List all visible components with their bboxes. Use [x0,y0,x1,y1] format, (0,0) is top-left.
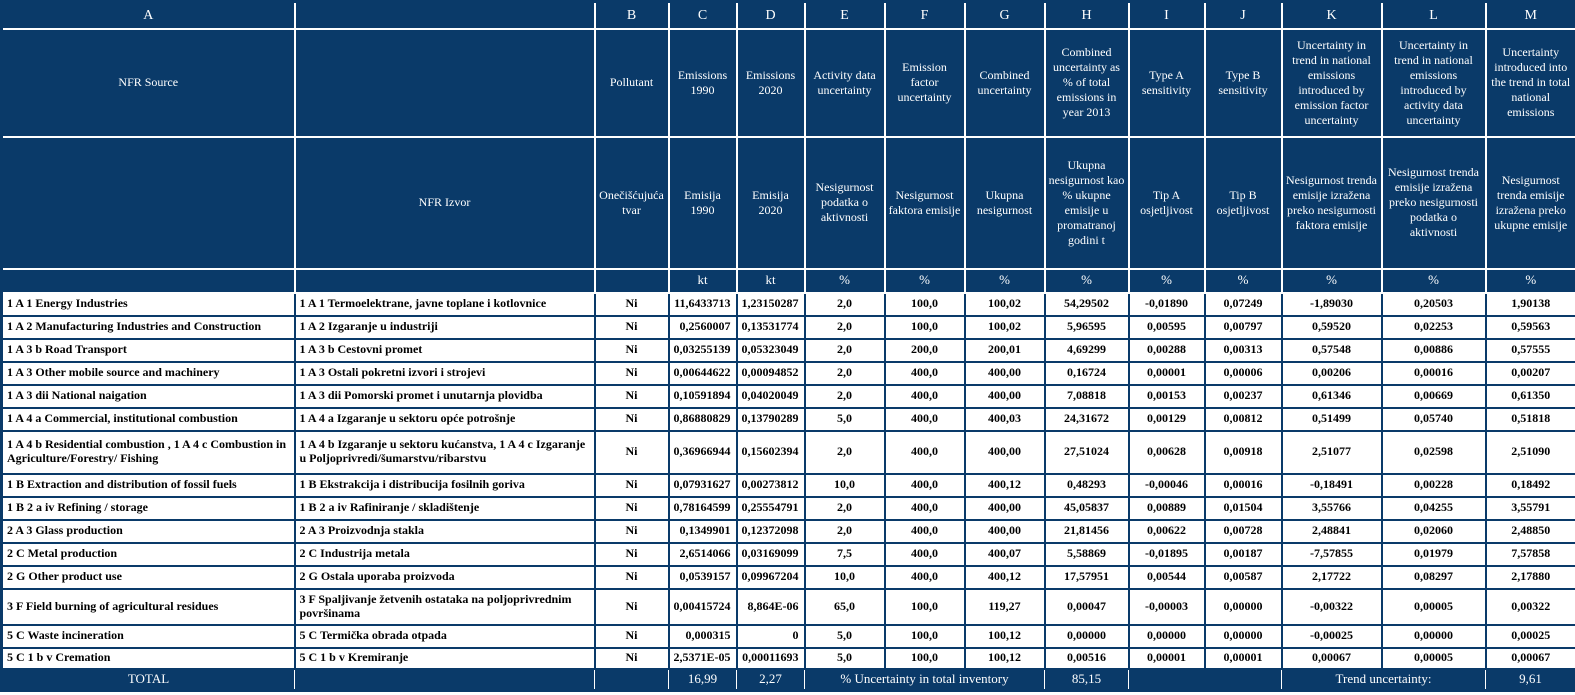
value-cell: -0,00025 [1282,625,1382,648]
value-cell: 400,00 [965,497,1045,520]
source-en-cell: 1 A 4 b Residential combustion , 1 A 4 c Combustion in Agriculture/Forestry/ Fishing [2,431,295,474]
value-cell: 0,03255139 [669,339,737,362]
value-cell: 0,05323049 [737,339,805,362]
unit-pct: % [1205,269,1282,293]
value-cell: 2,51090 [1486,431,1575,474]
table-row [2,543,1575,566]
value-cell: 0,04255 [1382,497,1486,520]
source-hr-cell: 1 A 2 Izgaranje u industriji [295,316,595,339]
value-cell: 2,0 [805,293,885,316]
value-cell: 0,03169099 [737,543,805,566]
pollutant-cell: Ni [595,625,669,648]
value-cell: 2,6514066 [669,543,737,566]
value-cell: 0,00001 [1129,648,1205,669]
pollutant-cell: Ni [595,520,669,543]
table-header [2,2,1575,293]
header-nfr-source: NFR Source [2,29,295,137]
unit-pct: % [1382,269,1486,293]
value-cell: 0,07249 [1205,293,1282,316]
header-emissions-1990: Emissions 1990 [669,29,737,137]
value-cell: 2,0 [805,385,885,408]
value-cell: 0,12372098 [737,520,805,543]
value-cell: 0,00273812 [737,474,805,497]
column-letter-l: L [1382,2,1486,29]
value-cell: 2,17722 [1282,566,1382,589]
value-cell: 0,00005 [1382,648,1486,669]
total-empty [1129,669,1282,691]
value-cell: 0,00228 [1382,474,1486,497]
value-cell: 5,0 [805,625,885,648]
value-cell: 1,90138 [1486,293,1575,316]
value-cell: 0,00129 [1129,408,1205,431]
unit-pct: % [1045,269,1129,293]
value-cell: 2,0 [805,431,885,474]
header-tip-b: Tip B osjetljivost [1205,137,1282,269]
value-cell: 7,5 [805,543,885,566]
header-trend-total: Uncertainty introduced into the trend in total national emissions [1486,29,1575,137]
table-row [2,520,1575,543]
table-row [2,589,1575,625]
value-cell: 17,57951 [1045,566,1129,589]
table-row [2,625,1575,648]
value-cell: 0,00094852 [737,362,805,385]
value-cell: 2,0 [805,339,885,362]
value-cell: 400,07 [965,543,1045,566]
header-onecis-tvar: Onečišćujuća tvar [595,137,669,269]
source-en-cell: 2 C Metal production [2,543,295,566]
value-cell: -1,89030 [1282,293,1382,316]
value-cell: 0,00016 [1382,362,1486,385]
value-cell: 0,00587 [1205,566,1282,589]
unit-empty [595,269,669,293]
trend-uncertainty-label: Trend uncertainty: [1282,669,1486,691]
header-type-a: Type A sensitivity [1129,29,1205,137]
value-cell: 0,02060 [1382,520,1486,543]
value-cell: 0,61350 [1486,385,1575,408]
value-cell: 0,86880829 [669,408,737,431]
total-emissions-1990: 16,99 [669,669,737,691]
value-cell: 0,00313 [1205,339,1282,362]
unit-pct: % [1129,269,1205,293]
value-cell: 100,0 [885,589,965,625]
value-cell: 0,08297 [1382,566,1486,589]
trend-uncertainty-value: 9,61 [1486,669,1575,691]
unit-kt-1990: kt [669,269,737,293]
value-cell: 0,00669 [1382,385,1486,408]
value-cell: 0,16724 [1045,362,1129,385]
value-cell: 0,00918 [1205,431,1282,474]
table-row [2,316,1575,339]
table-row [2,497,1575,520]
source-en-cell: 1 A 3 dii National naigation [2,385,295,408]
value-cell: 2,0 [805,362,885,385]
value-cell: 2,48841 [1282,520,1382,543]
value-cell: 0,00187 [1205,543,1282,566]
table-row [2,293,1575,316]
header-row-croatian [2,137,1575,269]
header-trend-faktora: Nesigurnost trenda emisije izražena preko nesigurnosti faktora emisije [1282,137,1382,269]
table-row [2,648,1575,669]
column-letter-f: F [885,2,965,29]
header-emisija-1990: Emisija 1990 [669,137,737,269]
value-cell: 0,00001 [1205,648,1282,669]
value-cell: 0,00288 [1129,339,1205,362]
value-cell: 100,0 [885,293,965,316]
value-cell: 0,00544 [1129,566,1205,589]
column-letter-h: H [1045,2,1129,29]
value-cell: 0,00728 [1205,520,1282,543]
value-cell: 400,0 [885,497,965,520]
value-cell: 0,36966944 [669,431,737,474]
value-cell: 100,02 [965,316,1045,339]
total-uncertainty-label: % Uncertainty in total inventory [805,669,1045,691]
value-cell: 54,29502 [1045,293,1129,316]
value-cell: 0,02598 [1382,431,1486,474]
value-cell: 200,01 [965,339,1045,362]
value-cell: 0,00516 [1045,648,1129,669]
source-en-cell: 1 A 3 Other mobile source and machinery [2,362,295,385]
value-cell: 0,00016 [1205,474,1282,497]
value-cell: -0,00322 [1282,589,1382,625]
value-cell: 0,00889 [1129,497,1205,520]
value-cell: 400,00 [965,362,1045,385]
value-cell: 0,00047 [1045,589,1129,625]
value-cell: -0,01890 [1129,293,1205,316]
pollutant-cell: Ni [595,362,669,385]
header-combined-uncertainty: Combined uncertainty [965,29,1045,137]
value-cell: 24,31672 [1045,408,1129,431]
value-cell: 0,05740 [1382,408,1486,431]
value-cell: 2,0 [805,497,885,520]
value-cell: 400,0 [885,566,965,589]
value-cell: 10,0 [805,474,885,497]
value-cell: 0,00001 [1129,362,1205,385]
source-hr-cell: 2 C Industrija metala [295,543,595,566]
header-trend-ukupne: Nesigurnost trenda emisije izražena preko ukupne emisije [1486,137,1575,269]
unit-pct: % [965,269,1045,293]
units-row [2,269,1575,293]
value-cell: 27,51024 [1045,431,1129,474]
value-cell: 0,00006 [1205,362,1282,385]
value-cell: 2,48850 [1486,520,1575,543]
value-cell: 0,000315 [669,625,737,648]
value-cell: 0,00797 [1205,316,1282,339]
unit-empty [2,269,295,293]
value-cell: 0,00000 [1129,625,1205,648]
column-letter-k: K [1282,2,1382,29]
value-cell: 0,57548 [1282,339,1382,362]
value-cell: 10,0 [805,566,885,589]
header-emissions-2020: Emissions 2020 [737,29,805,137]
header-emisija-2020: Emisija 2020 [737,137,805,269]
value-cell: 0,1349901 [669,520,737,543]
column-letters-row [2,2,1575,29]
header-trend-ad: Uncertainty in trend in national emissions introduced by activity data uncertainty [1382,29,1486,137]
table-row [2,339,1575,362]
pollutant-cell: Ni [595,497,669,520]
column-letter-e: E [805,2,885,29]
value-cell: 0 [737,625,805,648]
value-cell: 0,78164599 [669,497,737,520]
value-cell: 100,0 [885,648,965,669]
column-letter-j: J [1205,2,1282,29]
pollutant-cell: Ni [595,316,669,339]
value-cell: 0,07931627 [669,474,737,497]
value-cell: 2,0 [805,520,885,543]
value-cell: 7,57858 [1486,543,1575,566]
table-row [2,362,1575,385]
value-cell: 5,96595 [1045,316,1129,339]
value-cell: 400,0 [885,431,965,474]
value-cell: 2,0 [805,316,885,339]
unit-kt-2020: kt [737,269,805,293]
value-cell: 2,5371E-05 [669,648,737,669]
value-cell: 11,6433713 [669,293,737,316]
value-cell: -7,57855 [1282,543,1382,566]
value-cell: 100,12 [965,625,1045,648]
value-cell: 0,00067 [1486,648,1575,669]
value-cell: 100,12 [965,648,1045,669]
value-cell: 0,0539157 [669,566,737,589]
value-cell: 0,00812 [1205,408,1282,431]
value-cell: 0,00005 [1382,589,1486,625]
value-cell: 0,00886 [1382,339,1486,362]
table-row [2,474,1575,497]
unit-empty [295,269,595,293]
source-hr-cell: 2 A 3 Proizvodnja stakla [295,520,595,543]
value-cell: 0,2560007 [669,316,737,339]
source-hr-cell: 1 A 4 a Izgaranje u sektoru opće potrošnje [295,408,595,431]
value-cell: 0,00000 [1045,625,1129,648]
value-cell: 0,00000 [1382,625,1486,648]
value-cell: 400,03 [965,408,1045,431]
pollutant-cell: Ni [595,566,669,589]
header-nesigurnost-faktora: Nesigurnost faktora emisije [885,137,965,269]
value-cell: 0,02253 [1382,316,1486,339]
value-cell: 21,81456 [1045,520,1129,543]
value-cell: 0,00000 [1205,625,1282,648]
header-empty [295,29,595,137]
value-cell: 0,00000 [1205,589,1282,625]
value-cell: 1,23150287 [737,293,805,316]
value-cell: 0,01504 [1205,497,1282,520]
source-en-cell: 1 B Extraction and distribution of fossil fuels [2,474,295,497]
source-hr-cell: 3 F Spaljivanje žetvenih ostataka na poljoprivrednim površinama [295,589,595,625]
value-cell: 0,00595 [1129,316,1205,339]
value-cell: 0,61346 [1282,385,1382,408]
value-cell: 65,0 [805,589,885,625]
value-cell: -0,01895 [1129,543,1205,566]
value-cell: 2,51077 [1282,431,1382,474]
header-nesigurnost-aktivnosti: Nesigurnost podatka o aktivnosti [805,137,885,269]
header-empty [2,137,295,269]
header-combined-pct: Combined uncertainty as % of total emissions in year 2013 [1045,29,1129,137]
value-cell: 0,13531774 [737,316,805,339]
pollutant-cell: Ni [595,431,669,474]
value-cell: 0,51818 [1486,408,1575,431]
pollutant-cell: Ni [595,293,669,316]
source-en-cell: 1 A 4 a Commercial, institutional combustion [2,408,295,431]
column-letter-a: A [2,2,295,29]
table-row [2,385,1575,408]
value-cell: 8,864E-06 [737,589,805,625]
header-trend-ef: Uncertainty in trend in national emissions introduced by emission factor uncertainty [1282,29,1382,137]
value-cell: 3,55766 [1282,497,1382,520]
source-hr-cell: 1 A 3 dii Pomorski promet i unutarnja plovidba [295,385,595,408]
value-cell: 0,48293 [1045,474,1129,497]
header-ef-uncertainty: Emission factor uncertainty [885,29,965,137]
value-cell: 100,0 [885,316,965,339]
total-emissions-2020: 2,27 [737,669,805,691]
value-cell: 0,00206 [1282,362,1382,385]
pollutant-cell: Ni [595,648,669,669]
total-row [2,669,1575,691]
source-en-cell: 3 F Field burning of agricultural residues [2,589,295,625]
header-nfr-izvor: NFR Izvor [295,137,595,269]
value-cell: 0,00237 [1205,385,1282,408]
source-en-cell: 2 A 3 Glass production [2,520,295,543]
value-cell: 0,00644622 [669,362,737,385]
column-letter-b: B [595,2,669,29]
value-cell: 0,15602394 [737,431,805,474]
value-cell: 0,57555 [1486,339,1575,362]
value-cell: 0,59563 [1486,316,1575,339]
value-cell: 5,0 [805,408,885,431]
value-cell: 0,04020049 [737,385,805,408]
value-cell: 119,27 [965,589,1045,625]
column-letter-c: C [669,2,737,29]
source-hr-cell: 1 B 2 a iv Rafiniranje / skladištenje [295,497,595,520]
value-cell: 0,01979 [1382,543,1486,566]
source-en-cell: 1 A 2 Manufacturing Industries and Construction [2,316,295,339]
value-cell: 400,00 [965,431,1045,474]
value-cell: 400,0 [885,385,965,408]
value-cell: 4,69299 [1045,339,1129,362]
value-cell: 0,00415724 [669,589,737,625]
value-cell: 0,51499 [1282,408,1382,431]
value-cell: 3,55791 [1486,497,1575,520]
header-ukupna-nesigurnost: Ukupna nesigurnost [965,137,1045,269]
unit-pct: % [1486,269,1575,293]
unit-pct: % [885,269,965,293]
value-cell: 0,10591894 [669,385,737,408]
value-cell: 7,08818 [1045,385,1129,408]
value-cell: 0,00322 [1486,589,1575,625]
value-cell: 400,00 [965,385,1045,408]
total-label: TOTAL [2,669,295,691]
source-hr-cell: 1 A 3 Ostali pokretni izvori i strojevi [295,362,595,385]
source-en-cell: 5 C 1 b v Cremation [2,648,295,669]
source-en-cell: 1 A 3 b Road Transport [2,339,295,362]
value-cell: 45,05837 [1045,497,1129,520]
header-activity-uncertainty: Activity data uncertainty [805,29,885,137]
source-en-cell: 2 G Other product use [2,566,295,589]
source-hr-cell: 1 A 3 b Cestovni promet [295,339,595,362]
header-tip-a: Tip A osjetljivost [1129,137,1205,269]
value-cell: 0,09967204 [737,566,805,589]
source-hr-cell: 1 A 1 Termoelektrane, javne toplane i kotlovnice [295,293,595,316]
table-row [2,566,1575,589]
value-cell: 400,0 [885,543,965,566]
table-body [2,293,1575,669]
table-row [2,408,1575,431]
pollutant-cell: Ni [595,543,669,566]
value-cell: 0,20503 [1382,293,1486,316]
table-row [2,431,1575,474]
pollutant-cell: Ni [595,474,669,497]
value-cell: -0,18491 [1282,474,1382,497]
value-cell: 0,25554791 [737,497,805,520]
value-cell: -0,00046 [1129,474,1205,497]
header-trend-podatka: Nesigurnost trenda emisije izražena preko nesigurnosti podatka o aktivnosti [1382,137,1486,269]
value-cell: 0,00153 [1129,385,1205,408]
pollutant-cell: Ni [595,385,669,408]
total-empty [295,669,595,691]
value-cell: 400,0 [885,520,965,543]
value-cell: 400,12 [965,566,1045,589]
value-cell: 0,00622 [1129,520,1205,543]
source-en-cell: 1 B 2 a iv Refining / storage [2,497,295,520]
value-cell: 5,0 [805,648,885,669]
source-hr-cell: 1 A 4 b Izgaranje u sektoru kućanstva, 1 A 4 c Izgaranje u Poljoprivredi/šumarstvu/ribarstvu [295,431,595,474]
header-row-english [2,29,1575,137]
column-letter-m: M [1486,2,1575,29]
value-cell: 400,00 [965,520,1045,543]
source-en-cell: 5 C Waste incineration [2,625,295,648]
column-letter-i: I [1129,2,1205,29]
source-en-cell: 1 A 1 Energy Industries [2,293,295,316]
value-cell: 2,17880 [1486,566,1575,589]
source-hr-cell: 2 G Ostala uporaba proizvoda [295,566,595,589]
total-empty [595,669,669,691]
column-letter-a2-empty [295,2,595,29]
value-cell: -0,00003 [1129,589,1205,625]
value-cell: 0,00011693 [737,648,805,669]
header-type-b: Type B sensitivity [1205,29,1282,137]
value-cell: 0,00067 [1282,648,1382,669]
header-ukupna-pct: Ukupna nesigurnost kao % ukupne emisije u promatranoj godini t [1045,137,1129,269]
value-cell: 5,58869 [1045,543,1129,566]
value-cell: 0,00025 [1486,625,1575,648]
value-cell: 400,0 [885,474,965,497]
column-letter-d: D [737,2,805,29]
value-cell: 0,18492 [1486,474,1575,497]
total-uncertainty-value: 85,15 [1045,669,1129,691]
value-cell: 100,0 [885,625,965,648]
source-hr-cell: 5 C Termička obrada otpada [295,625,595,648]
value-cell: 400,12 [965,474,1045,497]
pollutant-cell: Ni [595,408,669,431]
pollutant-cell: Ni [595,339,669,362]
value-cell: 200,0 [885,339,965,362]
pollutant-cell: Ni [595,589,669,625]
value-cell: 0,59520 [1282,316,1382,339]
value-cell: 0,00628 [1129,431,1205,474]
source-hr-cell: 5 C 1 b v Kremiranje [295,648,595,669]
value-cell: 100,02 [965,293,1045,316]
column-letter-g: G [965,2,1045,29]
unit-pct: % [1282,269,1382,293]
value-cell: 0,00207 [1486,362,1575,385]
source-hr-cell: 1 B Ekstrakcija i distribucija fosilnih goriva [295,474,595,497]
value-cell: 400,0 [885,362,965,385]
value-cell: 400,0 [885,408,965,431]
value-cell: 0,13790289 [737,408,805,431]
header-pollutant: Pollutant [595,29,669,137]
unit-pct: % [805,269,885,293]
